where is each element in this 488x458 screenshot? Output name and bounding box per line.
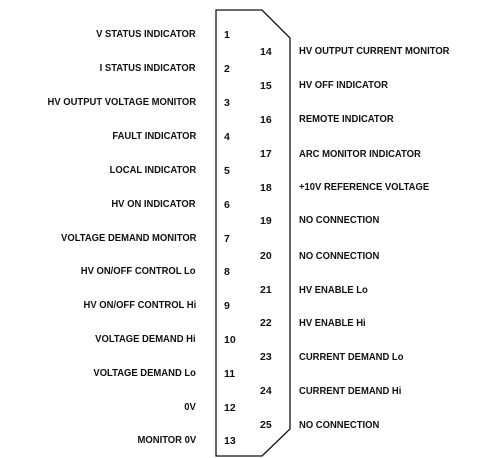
pin-11-number: 11 [224,368,236,380]
pin-17-number: 17 [260,148,272,160]
pin-9-label: HV ON/OFF CONTROL Hi [83,299,196,311]
pin-11-label: VOLTAGE DEMAND Lo [93,367,196,379]
pin-24-label: CURRENT DEMAND Hi [299,385,402,397]
pin-23-label: CURRENT DEMAND Lo [299,351,404,363]
pin-9-number: 9 [224,300,230,312]
pin-22-label: HV ENABLE Hi [299,317,366,329]
pin-2-number: 2 [224,63,230,75]
pin-15-label: HV OFF INDICATOR [299,79,388,91]
pin-4-label: FAULT INDICATOR [112,130,196,142]
pin-25-label: NO CONNECTION [299,419,380,431]
pin-13-number: 13 [224,435,236,447]
pin-6-number: 6 [224,199,230,211]
pin-5-number: 5 [224,165,230,177]
pin-3-label: HV OUTPUT VOLTAGE MONITOR [47,96,196,108]
pin-2-label: I STATUS INDICATOR [100,62,196,74]
pin-20-label: NO CONNECTION [299,250,380,262]
pin-7-number: 7 [224,233,230,245]
pin-7-label: VOLTAGE DEMAND MONITOR [60,232,196,244]
pin-15-number: 15 [260,80,272,92]
pin-10-number: 10 [224,334,236,346]
pin-23-number: 23 [260,351,272,363]
pin-8-label: HV ON/OFF CONTROL Lo [81,265,196,277]
pin-8-number: 8 [224,266,230,278]
pin-5-label: LOCAL INDICATOR [109,164,196,176]
pin-18-label: +10V REFERENCE VOLTAGE [299,181,430,193]
pin-14-label: HV OUTPUT CURRENT MONITOR [299,45,450,57]
pin-19-label: NO CONNECTION [299,214,380,226]
pin-12-number: 12 [224,402,236,414]
pin-18-number: 18 [260,182,272,194]
pin-24-number: 24 [260,385,272,397]
pin-21-number: 21 [260,284,272,296]
pin-12-label: 0V [184,401,196,413]
pin-13-label: MONITOR 0V [137,434,196,446]
pin-6-label: HV ON INDICATOR [111,198,196,210]
pin-25-number: 25 [260,419,272,431]
pin-20-number: 20 [260,250,272,262]
pin-17-label: ARC MONITOR INDICATOR [299,148,421,160]
pin-21-label: HV ENABLE Lo [299,284,368,296]
pin-10-label: VOLTAGE DEMAND Hi [95,333,196,345]
pin-19-number: 19 [260,215,272,227]
pin-1-number: 1 [224,29,230,41]
pin-22-number: 22 [260,317,272,329]
pin-3-number: 3 [224,97,230,109]
pin-4-number: 4 [224,131,230,143]
pin-14-number: 14 [260,46,272,58]
pin-1-label: V STATUS INDICATOR [96,28,196,40]
pin-16-number: 16 [260,114,272,126]
pin-16-label: REMOTE INDICATOR [299,113,394,125]
